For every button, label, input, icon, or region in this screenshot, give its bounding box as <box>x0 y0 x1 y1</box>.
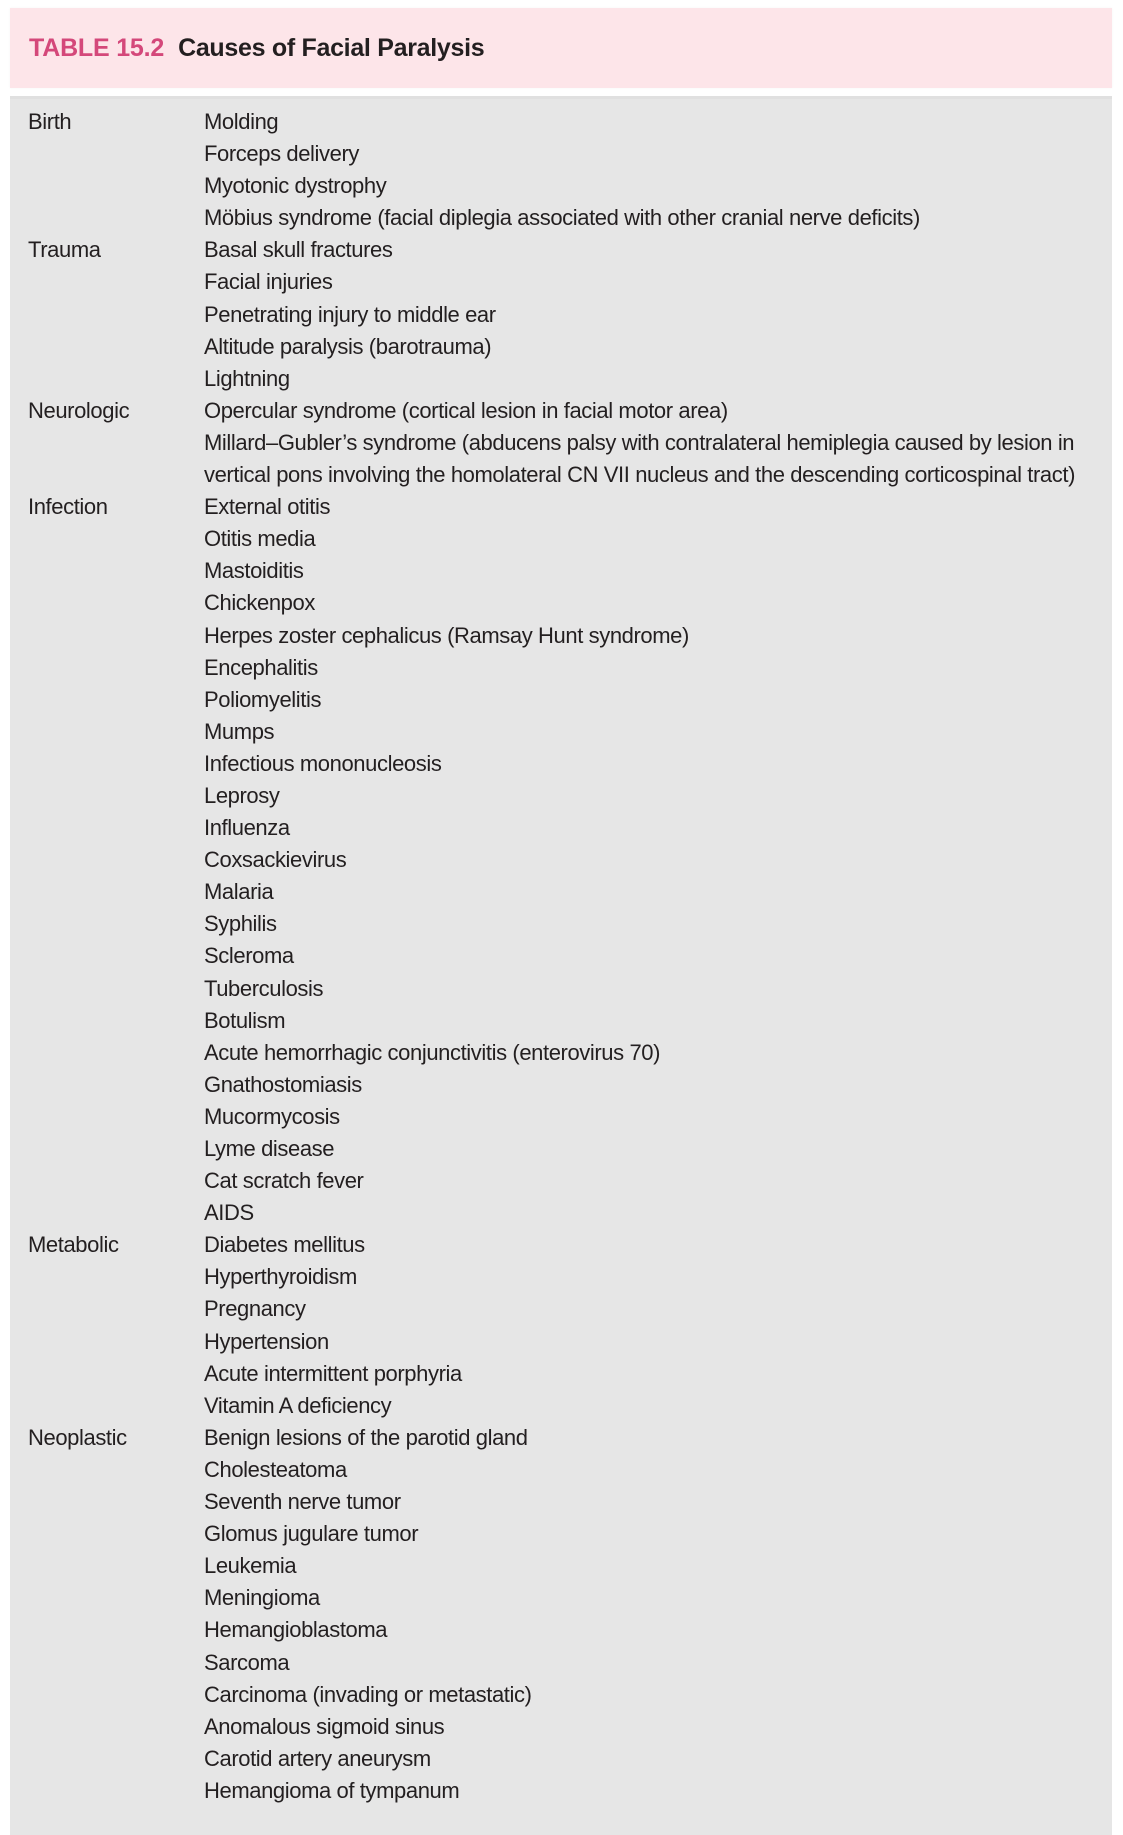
category-items <box>204 1229 1112 1422</box>
list-item: Carotid artery aneurysm <box>204 1745 431 1771</box>
list-item: Coxsackievirus <box>204 847 347 873</box>
list-item: Hyperthyroidism <box>204 1264 357 1290</box>
table-number: TABLE 15.2 <box>29 33 165 62</box>
category-row-neurologic <box>10 395 1112 491</box>
list-item: Penetrating injury to middle ear <box>204 301 496 327</box>
list-item: Acute hemorrhagic conjunctivitis (enterovirus 70) <box>204 1039 661 1065</box>
table-body <box>10 96 1112 1835</box>
list-item: External otitis <box>204 494 331 520</box>
table-title: Causes of Facial Paralysis <box>178 33 485 62</box>
category-row-trauma <box>10 234 1112 394</box>
list-item: Scleroma <box>204 943 294 969</box>
list-item: Myotonic dystrophy <box>204 173 387 199</box>
table-header <box>10 8 1112 88</box>
category-items <box>204 106 1112 234</box>
list-item: Acute intermittent porphyria <box>204 1360 462 1386</box>
list-item: Carcinoma (invading or metastatic) <box>204 1681 532 1707</box>
category-row-infection <box>10 491 1112 1229</box>
list-item: Botulism <box>204 1007 286 1033</box>
list-item: Otitis media <box>204 526 316 552</box>
category-label: Infection <box>28 494 108 520</box>
category-label: Birth <box>28 109 72 134</box>
list-item: Chickenpox <box>204 590 315 616</box>
list-item: Lyme disease <box>204 1136 335 1161</box>
list-item: Altitude paralysis (barotrauma) <box>204 333 492 359</box>
list-item: Herpes zoster cephalicus (Ramsay Hunt syndrome) <box>204 622 689 648</box>
list-item: Poliomyelitis <box>204 686 322 712</box>
category-label: Metabolic <box>28 1232 119 1258</box>
list-item: Gnathostomiasis <box>204 1071 362 1097</box>
category-row-neoplastic <box>10 1422 1112 1807</box>
list-item: Möbius syndrome (facial diplegia associated with other cranial nerve deficits) <box>204 205 920 231</box>
category-items <box>204 1422 1112 1807</box>
list-item: Diabetes mellitus <box>204 1232 365 1258</box>
list-item: Influenza <box>204 815 290 841</box>
category-row-metabolic <box>10 1229 1112 1422</box>
list-item: Sarcoma <box>204 1649 290 1675</box>
list-item: Mumps <box>204 718 275 744</box>
list-item: AIDS <box>204 1200 254 1226</box>
category-items <box>204 395 1112 491</box>
list-item: Hemangioblastoma <box>204 1617 388 1643</box>
list-item: Pregnancy <box>204 1296 306 1322</box>
list-item: Malaria <box>204 879 274 905</box>
list-item: Mucormycosis <box>204 1103 340 1129</box>
list-item: Vitamin A deficiency <box>204 1392 392 1418</box>
list-item: Cholesteatoma <box>204 1456 347 1482</box>
list-item: Cat scratch fever <box>204 1168 364 1194</box>
list-item: Syphilis <box>204 911 277 937</box>
list-item: Meningioma <box>204 1585 320 1611</box>
list-item: Leukemia <box>204 1553 297 1579</box>
category-items <box>204 491 1112 1229</box>
list-item: Hypertension <box>204 1328 329 1354</box>
category-label: Neurologic <box>28 397 130 423</box>
list-item: Hemangioma of tympanum <box>204 1777 460 1803</box>
list-item: Basal skull fractures <box>204 237 393 263</box>
list-item: Molding <box>204 109 279 134</box>
list-item: Benign lesions of the parotid gland <box>204 1424 528 1450</box>
list-item: Facial injuries <box>204 269 333 295</box>
list-item: Infectious mononucleosis <box>204 750 442 776</box>
category-label: Neoplastic <box>28 1424 127 1450</box>
category-items <box>204 234 1112 394</box>
list-item: Tuberculosis <box>204 975 324 1001</box>
list-item: Millard–Gubler’s syndrome (abducens palsy with contralateral hemiplegia caused by lesion in vertical pons involving the homolateral CN VII nucleus and the descending corticospinal tract) <box>204 429 1075 488</box>
category-label: Trauma <box>28 237 101 263</box>
list-item: Glomus jugulare tumor <box>204 1521 419 1547</box>
list-item: Seventh nerve tumor <box>204 1489 401 1515</box>
list-item: Anomalous sigmoid sinus <box>204 1713 445 1739</box>
list-item: Encephalitis <box>204 654 318 680</box>
list-item: Leprosy <box>204 782 280 808</box>
list-item: Forceps delivery <box>204 141 359 167</box>
list-item: Opercular syndrome (cortical lesion in facial motor area) <box>204 397 728 423</box>
category-row-birth <box>10 106 1112 234</box>
list-item: Lightning <box>204 365 290 391</box>
list-item: Mastoiditis <box>204 558 304 584</box>
